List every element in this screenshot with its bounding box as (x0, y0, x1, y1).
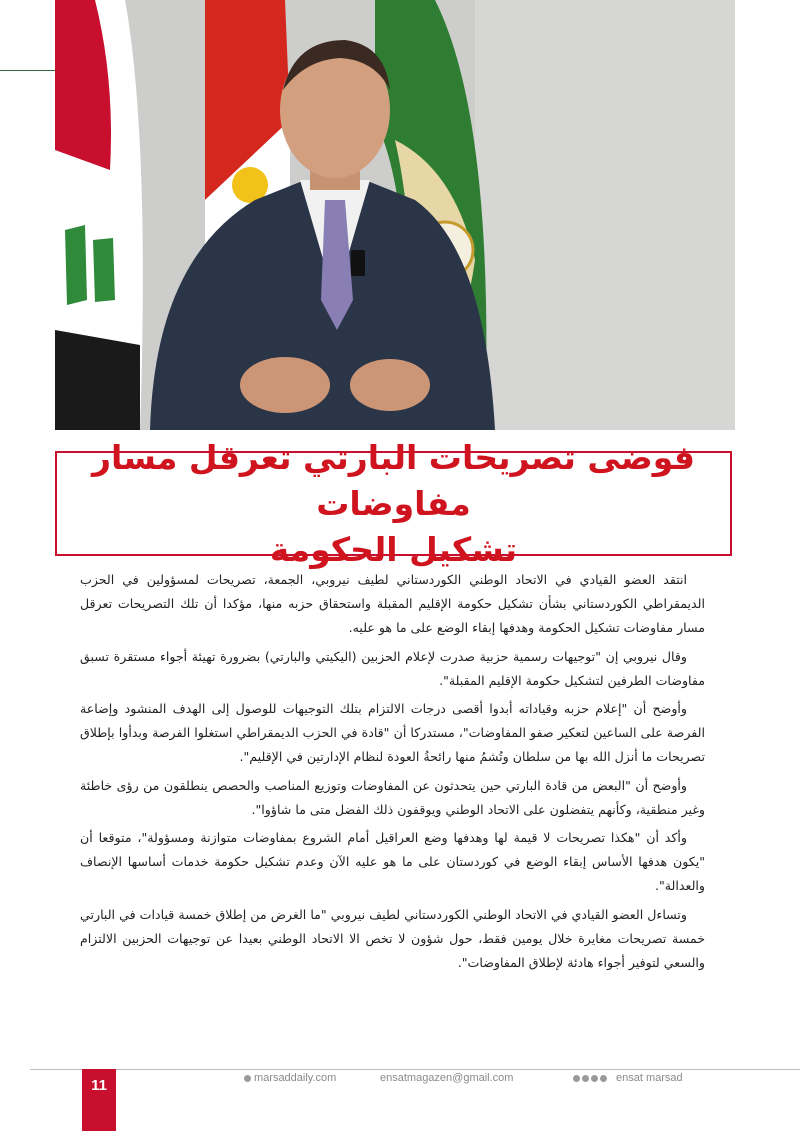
iraqi-flag-icon (55, 0, 143, 430)
brand-text: ensat marsad (616, 1072, 683, 1084)
paragraph: وقال نيروبي إن "توجيهات رسمية حزبية صدرت لإعلام الحزبين (اليكيتي والبارتي) بضرورة تهيئة أجواء مستقرة تسبق مفاوضات الطرفين لتشكيل حكومة الإقليم المقبلة". (80, 648, 705, 688)
website-link[interactable] (244, 1072, 336, 1084)
paragraph: وأوضح أن "البعض من قادة البارتي حين يتحدثون عن المفاوضات وتوزيع المناصب والحصص ينطلقون من رؤى خاطئة وغير منطقية، وكأنهم يتفضلون على الاتحاد الوطني ويوقفون ذلك الفضل متى ما شاؤوا". (80, 777, 705, 817)
social-brand (573, 1072, 683, 1084)
paragraph: وأكد أن "هكذا تصريحات لا قيمة لها وهدفها وضع العراقيل أمام الشروع بمفاوضات متوازنة ومسؤولة"، متوقعا أن "يكون هدفها الأساس إبقاء الوضع في كوردستان على ما هو عليه الآن وعدم تشكيل حكومة خدمات أساسها الإنصاف والعدالة". (80, 830, 705, 894)
hero-photo (55, 0, 735, 430)
speaker-photo-illustration (55, 0, 735, 430)
globe-icon (244, 1075, 251, 1082)
instagram-icon[interactable] (591, 1075, 598, 1082)
headline-box (55, 437, 732, 569)
twitter-icon[interactable] (582, 1075, 589, 1082)
paragraph: وأوضح أن "إعلام حزبه وقياداته أبدوا أقصى درجات الالتزام بتلك التوجيهات للوصول إلى الهدف المنشود وإضاعة الفرصة على الساعين لتعكير صفو المفاوضات"، مستدركا أن "قادة في الحزب الديمقراطي استغلوا الفرصة وبدأوا بإطلاق تصريحات ما أنزل الله بها من سلطان وتُشمُ منها رائحةُ العودة لنظام الإدارتين في الإقليم". (80, 701, 705, 765)
article-body (80, 568, 705, 979)
top-accent-rule (0, 70, 55, 71)
paragraph: وتساءل العضو القيادي في الاتحاد الوطني الكوردستاني لطيف نيروبي "ما الغرض من إطلاق خمسة قيادات في البارتي خمسة تصريحات مغايرة خلال يومين فقط، حول شؤون لا تخص الا الاتحاد الوطني بعيدا عن توجيهات الحزبين الالتزام والسعي لتوفير أجواء هادئة لإطلاق المفاوضات". (80, 906, 705, 971)
social-icons (573, 1075, 607, 1082)
headline-line-2: تشكيل الحكومة (269, 529, 518, 569)
email-text: ensatmagazen@gmail.com (380, 1072, 514, 1084)
facebook-icon[interactable] (573, 1075, 580, 1082)
paragraph: انتقد العضو القيادي في الاتحاد الوطني الكوردستاني لطيف نيروبي، الجمعة، تصريحات لمسؤولين في الحزب الديمقراطي الكوردستاني بشأن تشكيل حكومة الإقليم المقبلة واستحقاق حزبه منها، مؤكدا أن تلك التصريحات تعرقل مسار مفاوضات تشكيل الحكومة وهدفها إبقاء الوضع على ما هو عليه. (80, 572, 705, 636)
page-number: 11 (82, 1069, 116, 1131)
headline-line-1: فوضى تصريحات البارتي تعرقل مسار مفاوضات (91, 437, 696, 523)
email-link[interactable] (380, 1072, 513, 1084)
footer-rule (30, 1069, 800, 1070)
youtube-icon[interactable] (600, 1075, 607, 1082)
website-text: marsaddaily.com (254, 1072, 337, 1084)
